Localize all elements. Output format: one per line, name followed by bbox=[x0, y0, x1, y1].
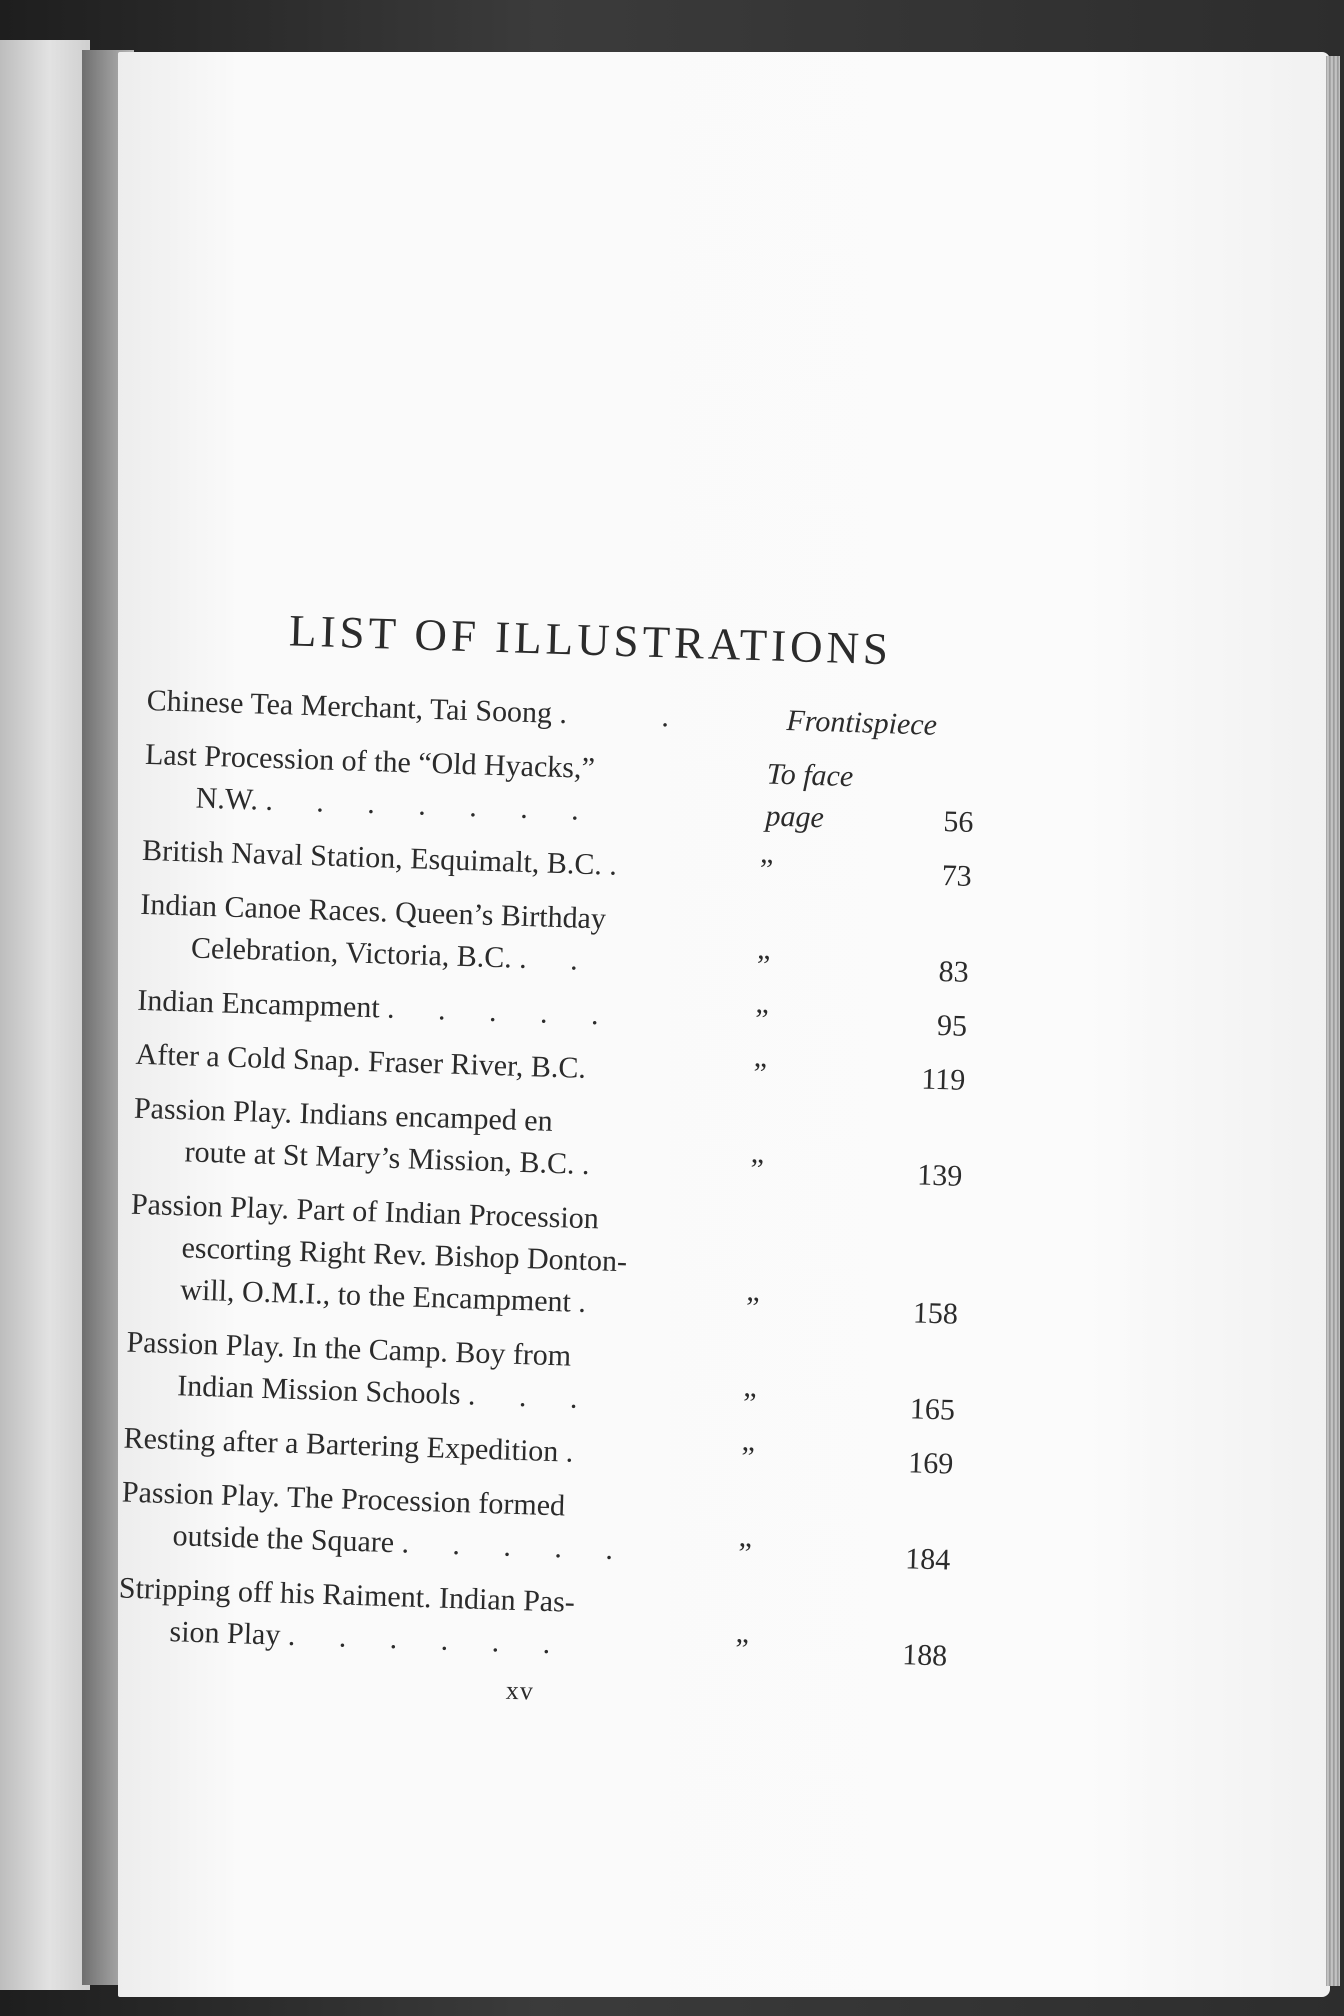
entry-title bbox=[141, 830, 702, 890]
illustration-entry bbox=[128, 1184, 1032, 1338]
entry-page-number: 139 bbox=[916, 1158, 963, 1193]
entry-reference: ” bbox=[745, 1291, 760, 1325]
entry-page-number: 73 bbox=[941, 859, 973, 893]
entry-title bbox=[138, 884, 700, 986]
entry-reference: ” bbox=[740, 1441, 756, 1475]
illustration-entry bbox=[125, 1322, 1027, 1434]
entry-title-text: Resting after a Bartering Expedition bbox=[123, 1421, 559, 1469]
entry-title-line: After a Cold Snap. Fraser River, B.C. bbox=[135, 1037, 587, 1085]
illustration-entry bbox=[120, 1472, 1022, 1584]
entry-reference: ” bbox=[742, 1387, 757, 1421]
leader-dots: . bbox=[577, 1285, 605, 1320]
entry-title bbox=[135, 1034, 696, 1094]
entry-title-text: route at St Mary’s Mission, B.C. bbox=[184, 1135, 576, 1181]
entry-reference: ” bbox=[734, 1632, 750, 1667]
entry-title-line: Passion Play. The Procession formed bbox=[121, 1475, 566, 1523]
entry-title bbox=[123, 1418, 684, 1478]
page-fore-edge bbox=[1326, 56, 1340, 1986]
illustration-entry bbox=[132, 1088, 1034, 1200]
entry-title bbox=[146, 680, 727, 740]
leader-dots: . . bbox=[518, 941, 597, 978]
entry-title-line: Last Procession of the “Old Hyacks,” bbox=[144, 737, 596, 786]
entry-reference: ” bbox=[737, 1536, 753, 1571]
page-folio: xv bbox=[505, 1675, 535, 1706]
entry-title bbox=[125, 1322, 687, 1424]
entry-title-line: escorting Right Rev. Bishop Donton- bbox=[181, 1231, 628, 1279]
leader-dots: . . bbox=[559, 696, 688, 734]
entry-title-text: outside the Square bbox=[172, 1519, 395, 1560]
leader-dots: . bbox=[565, 1435, 592, 1470]
entry-title bbox=[132, 1088, 694, 1190]
entry-title-text: Celebration, Victoria, B.C. bbox=[190, 931, 513, 975]
entry-title-line: Indian Canoe Races. Queen’s Birthday bbox=[139, 887, 607, 936]
page-title: LIST OF ILLUSTRATIONS bbox=[288, 605, 893, 675]
entry-page-number: 56 bbox=[942, 805, 974, 839]
entry-title-text: N.W. bbox=[195, 781, 259, 817]
entry-reference: To face page bbox=[765, 757, 854, 835]
entry-title-line: Stripping off his Raiment. Indian Pas- bbox=[118, 1571, 576, 1619]
entry-title-line: Passion Play. Indians encamped en bbox=[133, 1091, 554, 1138]
entry-title-line-wrap bbox=[146, 680, 727, 740]
illustrations-list bbox=[116, 600, 1050, 1722]
leader-dots: . bbox=[581, 1147, 609, 1182]
entry-page-number: 169 bbox=[907, 1446, 954, 1481]
leader-dots: . . . . . . bbox=[287, 1618, 569, 1661]
leader-dots: . . . . . bbox=[386, 991, 618, 1032]
facing-page-edge bbox=[0, 40, 90, 1990]
entry-title bbox=[128, 1184, 692, 1328]
entry-reference: ” bbox=[756, 949, 771, 983]
entry-title-line-wrap bbox=[123, 1418, 684, 1478]
entry-reference: ” bbox=[754, 1003, 769, 1037]
entry-title bbox=[120, 1472, 682, 1574]
entry-title-text: will, O.M.I., to the Encampment bbox=[179, 1273, 572, 1319]
entry-page-number: 83 bbox=[938, 954, 970, 989]
entry-title bbox=[137, 980, 698, 1040]
leader-dots: . . . . . . . bbox=[264, 783, 598, 828]
entry-title-text: Indian Encampment bbox=[136, 983, 381, 1025]
entry-title bbox=[117, 1568, 679, 1670]
entry-title-line-wrap bbox=[137, 980, 698, 1040]
entry-page-number: 188 bbox=[901, 1638, 948, 1673]
entry-title-text: sion Play bbox=[169, 1615, 281, 1652]
illustration-entry bbox=[117, 1568, 1019, 1680]
leader-dots: . bbox=[608, 848, 636, 883]
entry-page-number: 158 bbox=[912, 1296, 959, 1331]
entry-page-number: 165 bbox=[909, 1392, 956, 1427]
leader-dots: . . . bbox=[467, 1378, 597, 1416]
entry-reference: Frontispiece bbox=[786, 704, 938, 742]
entry-title-line: Passion Play. In the Camp. Boy from bbox=[126, 1325, 572, 1373]
illustration-entry bbox=[143, 734, 1045, 846]
entry-title-text: British Naval Station, Esquimalt, B.C. bbox=[141, 833, 603, 882]
entry-title-line: Passion Play. Part of Indian Procession bbox=[130, 1187, 600, 1236]
entry-page-number: 184 bbox=[904, 1542, 951, 1577]
illustration-entry bbox=[138, 884, 1040, 996]
entry-reference: ” bbox=[749, 1153, 765, 1187]
entry-page-number: 95 bbox=[936, 1008, 968, 1043]
leader-dots: . . . . . bbox=[401, 1526, 632, 1567]
illustration-entries bbox=[117, 680, 1047, 1680]
entry-reference: ” bbox=[759, 853, 774, 887]
entry-title-line-wrap bbox=[141, 830, 702, 890]
entry-reference: ” bbox=[752, 1057, 768, 1091]
entry-title bbox=[143, 734, 705, 836]
entry-title-text: Chinese Tea Merchant, Tai Soong bbox=[146, 683, 553, 730]
entry-page-number: 119 bbox=[920, 1062, 966, 1097]
entry-title-text: Indian Mission Schools bbox=[176, 1369, 462, 1412]
